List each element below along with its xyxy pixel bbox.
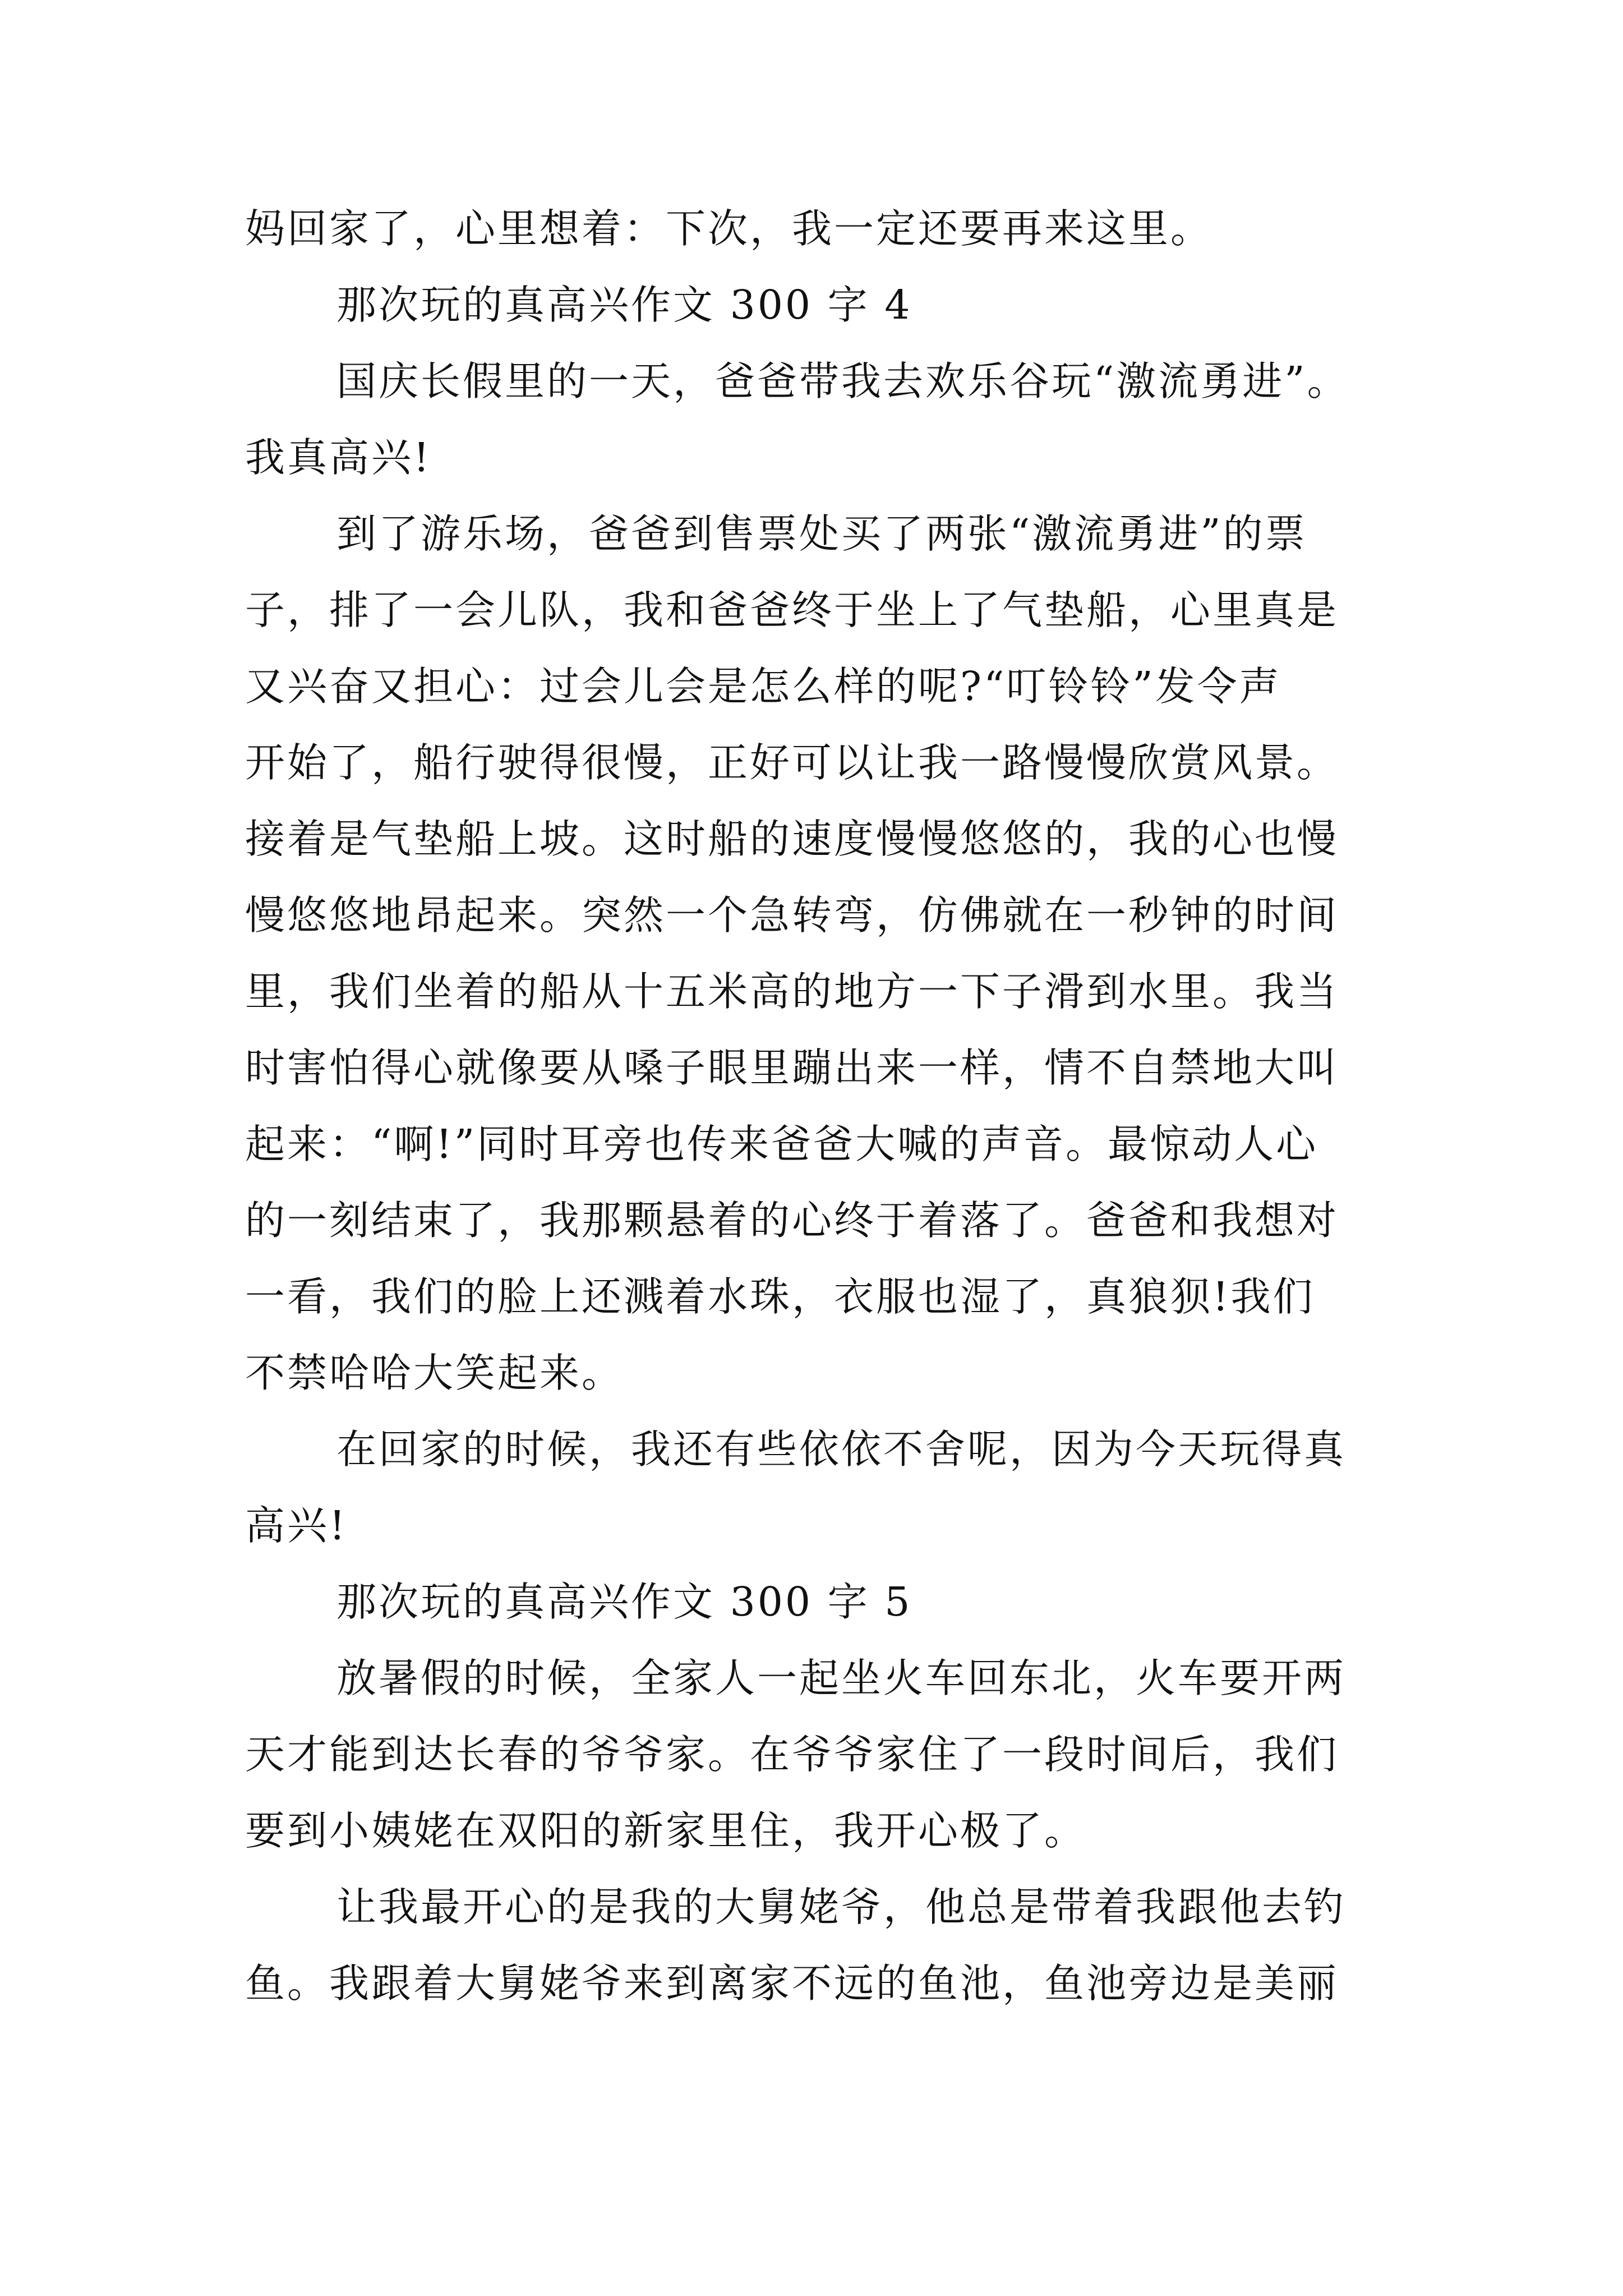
text-line-14: 的一刻结束了，我那颗悬着的心终于着落了。爸爸和我想对 xyxy=(245,1197,1339,1244)
text-line-6: 子，排了一会儿队，我和爸爸终于坐上了气垫船，心里真是 xyxy=(245,587,1339,633)
text-line-1: 妈回家了，心里想着：下次，我一定还要再来这里。 xyxy=(245,205,1213,252)
text-line-11: 里，我们坐着的船从十五米高的地方一下子滑到水里。我当 xyxy=(245,968,1339,1015)
text-line-13: 起来：“啊!”同时耳旁也传来爸爸大喊的声音。最惊动人心 xyxy=(245,1121,1318,1167)
text-line-12: 时害怕得心就像要从嗓子眼里蹦出来一样，情不自禁地大叫 xyxy=(245,1045,1339,1091)
text-line-17: 在回家的时候，我还有些依依不舍呢，因为今天玩得真 xyxy=(336,1426,1347,1473)
text-line-24: 鱼。我跟着大舅姥爷来到离家不远的鱼池，鱼池旁边是美丽 xyxy=(245,1960,1339,2007)
text-line-18: 高兴! xyxy=(245,1502,348,1549)
text-line-15: 一看，我们的脸上还溅着水珠，衣服也湿了，真狼狈!我们 xyxy=(245,1273,1315,1320)
text-line-23: 让我最开心的是我的大舅姥爷，他总是带着我跟他去钓 xyxy=(336,1884,1347,1930)
text-line-4: 我真高兴! xyxy=(245,434,432,481)
text-line-10: 慢悠悠地昂起来。突然一个急转弯，仿佛就在一秒钟的时间 xyxy=(245,892,1339,938)
text-line-20: 放暑假的时候，全家人一起坐火车回东北，火车要开两 xyxy=(336,1655,1347,1701)
text-line-21: 天才能到达长春的爷爷家。在爷爷家住了一段时间后，我们 xyxy=(245,1731,1339,1778)
text-line-5: 到了游乐场，爸爸到售票处买了两张“激流勇进”的票 xyxy=(336,510,1307,557)
text-line-3: 国庆长假里的一天，爸爸带我去欢乐谷玩“激流勇进”。 xyxy=(336,358,1349,404)
text-line-7: 又兴奋又担心：过会儿会是怎么样的呢?“叮铃铃”发令声 xyxy=(245,663,1281,710)
text-line-16: 不禁哈哈大笑起来。 xyxy=(245,1350,624,1396)
text-line-9: 接着是气垫船上坡。这时船的速度慢慢悠悠的，我的心也慢 xyxy=(245,816,1339,862)
section-heading-4: 那次玩的真高兴作文 300 字 4 xyxy=(336,282,912,328)
text-line-22: 要到小姨姥在双阳的新家里住，我开心极了。 xyxy=(245,1807,1087,1854)
text-line-8: 开始了，船行驶得很慢，正好可以让我一路慢慢欣赏风景。 xyxy=(245,739,1339,786)
section-heading-5: 那次玩的真高兴作文 300 字 5 xyxy=(336,1579,912,1625)
